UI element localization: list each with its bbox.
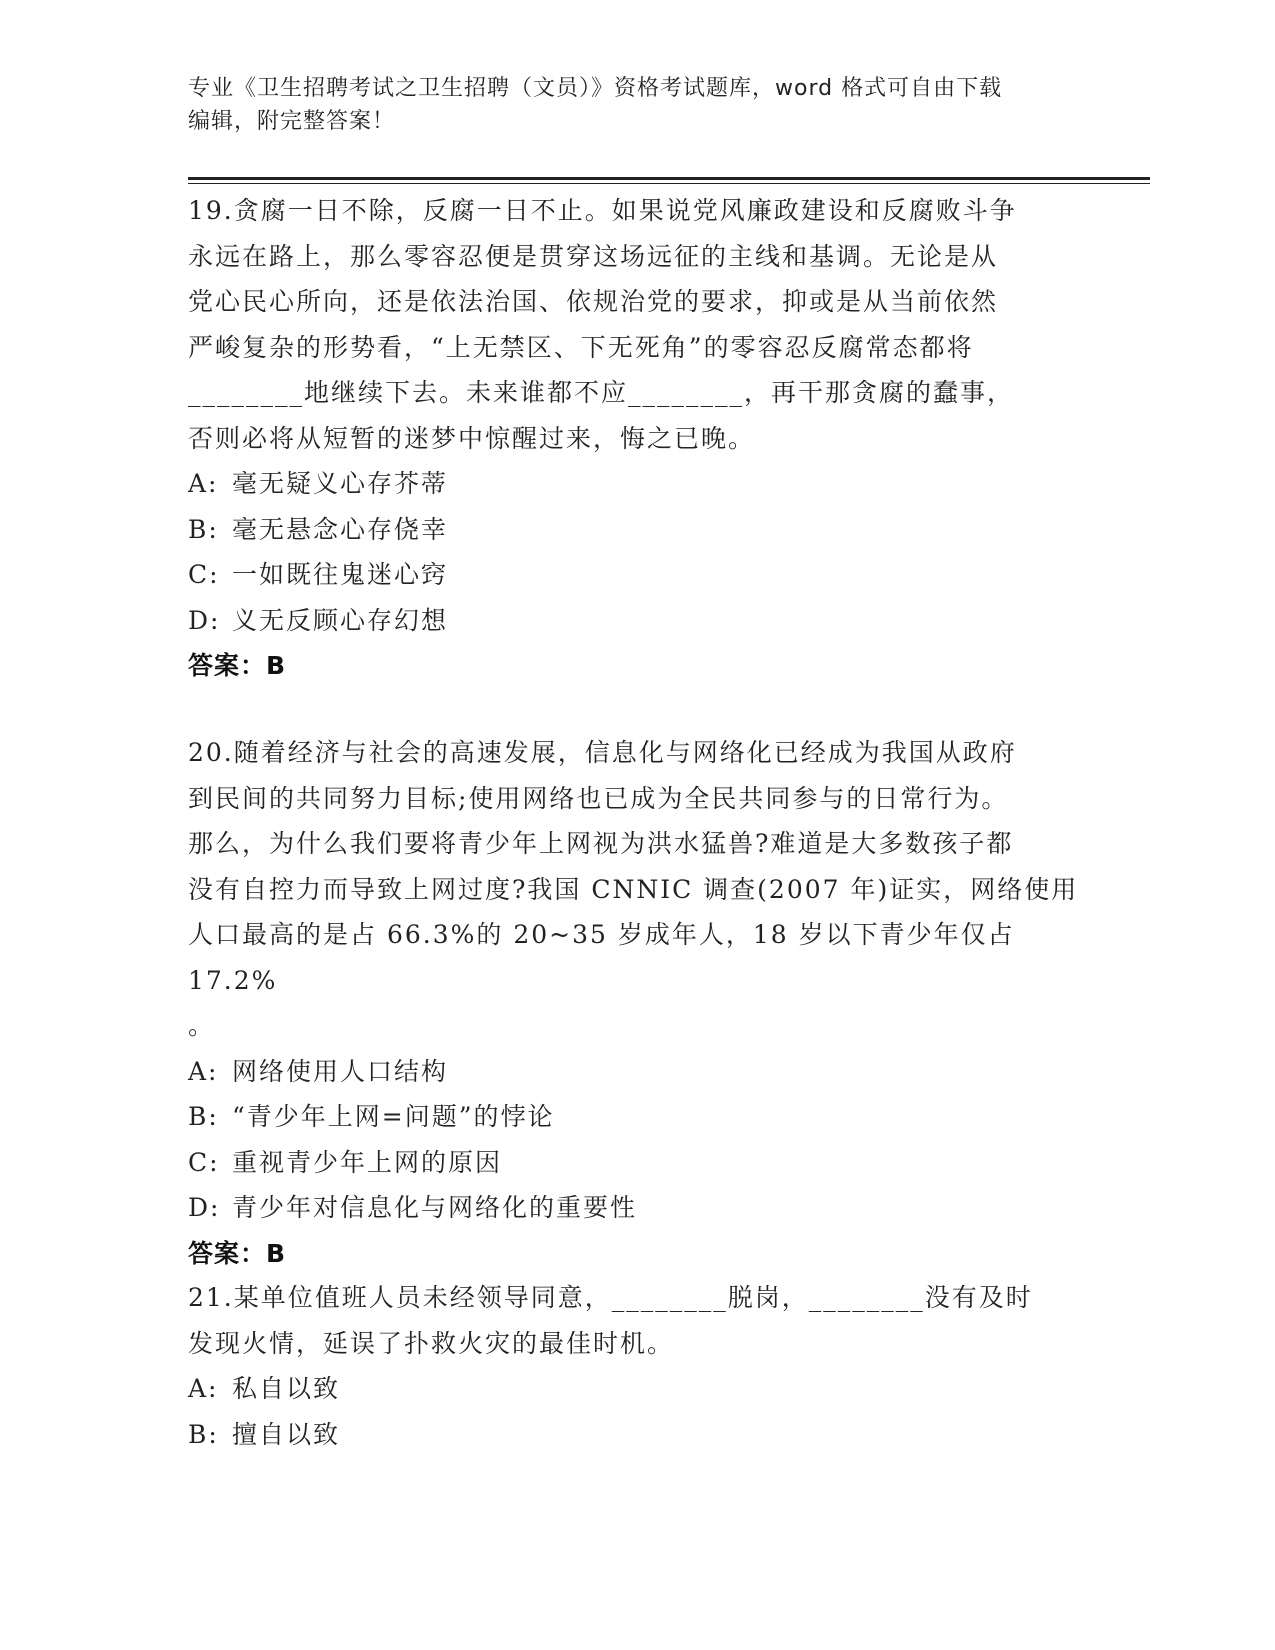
option-text: 毫无疑义心存芥蒂 — [232, 469, 449, 498]
question-stem — [188, 730, 1088, 1049]
header-rule-thick — [188, 177, 1150, 180]
option-text: 义无反顾心存幻想 — [232, 605, 449, 635]
option-key: D: — [188, 605, 221, 635]
option-key: B: — [188, 1102, 219, 1131]
stem-line: 党心民心所向，还是依法治国、依规治党的要求，抑或是从当前依然 — [188, 287, 999, 316]
document-header — [188, 72, 1088, 138]
stem-line: 19.贪腐一日不除，反腐一日不止。如果说党风廉政建设和反腐败斗争 — [188, 196, 1017, 225]
option-text: 私自以致 — [232, 1374, 341, 1403]
option-b — [188, 1094, 1088, 1140]
answer-line: 答案：B — [188, 651, 287, 680]
option-key: A: — [188, 1374, 219, 1403]
answer-line: 答案：B — [188, 1238, 287, 1268]
option-c — [188, 1140, 1088, 1186]
option-text: 青少年对信息化与网络化的重要性 — [232, 1193, 638, 1222]
stem-line: 人口最高的是占 66.3%的 20~35 岁成年人，18 岁以下青少年仅占 17.2% — [188, 920, 1015, 995]
question-20 — [188, 730, 1088, 1276]
option-key: B: — [188, 1419, 219, 1449]
header-rule-thin — [188, 183, 1150, 184]
option-text: “青少年上网=问题”的悖论 — [232, 1102, 555, 1131]
option-c — [188, 552, 1088, 598]
option-a — [188, 1366, 1088, 1412]
question-stem — [188, 188, 1088, 461]
option-d — [188, 598, 1088, 644]
stem-line: 20.随着经济与社会的高速发展，信息化与网络化已经成为我国从政府 — [188, 738, 1017, 767]
stem-line: 严峻复杂的形势看，“上无禁区、下无死角”的零容忍反腐常态都将 — [188, 332, 974, 362]
stem-line: 永远在路上，那么零容忍便是贯穿这场远征的主线和基调。无论是从 — [188, 241, 999, 271]
option-text: 重视青少年上网的原因 — [232, 1147, 503, 1177]
header-line-2: 编辑，附完整答案！ — [188, 109, 396, 134]
option-key: C: — [188, 1147, 220, 1177]
option-key: D: — [188, 1193, 221, 1222]
option-text: 擅自以致 — [232, 1419, 341, 1449]
stem-line: 那么，为什么我们要将青少年上网视为洪水猛兽?难道是大多数孩子都 — [188, 829, 1014, 858]
option-text: 毫无悬念心存侥幸 — [232, 514, 449, 544]
option-text: 一如既往鬼迷心窍 — [232, 560, 449, 589]
option-b — [188, 507, 1088, 553]
option-d — [188, 1185, 1088, 1231]
stem-line: 没有自控力而导致上网过度?我国 CNNIC 调查(2007 年)证实，网络使用 — [188, 874, 1079, 904]
option-key: C: — [188, 560, 220, 589]
stem-line: 。 — [188, 1011, 216, 1040]
question-19 — [188, 188, 1088, 689]
question-21 — [188, 1275, 1088, 1457]
option-key: B: — [188, 514, 219, 544]
option-text: 网络使用人口结构 — [232, 1056, 449, 1086]
option-a — [188, 461, 1088, 507]
option-key: A: — [188, 469, 219, 498]
stem-line: 否则必将从短暂的迷梦中惊醒过来，悔之已晚。 — [188, 423, 756, 453]
stem-line: 到民间的共同努力目标;使用网络也已成为全民共同参与的日常行为。 — [188, 783, 1009, 813]
option-key: A: — [188, 1056, 219, 1086]
question-stem — [188, 1275, 1088, 1366]
header-line-1: 专业《卫生招聘考试之卫生招聘（文员）》资格考试题库，word 格式可自由下载 — [188, 76, 1003, 101]
stem-line: 21.某单位值班人员未经领导同意，________脱岗，________没有及时 — [188, 1283, 1033, 1312]
option-a — [188, 1049, 1088, 1095]
stem-line: ________地继续下去。未来谁都不应________，再干那贪腐的蠢事， — [188, 378, 1015, 407]
stem-line: 发现火情，延误了扑救火灾的最佳时机。 — [188, 1328, 675, 1358]
option-b — [188, 1412, 1088, 1458]
